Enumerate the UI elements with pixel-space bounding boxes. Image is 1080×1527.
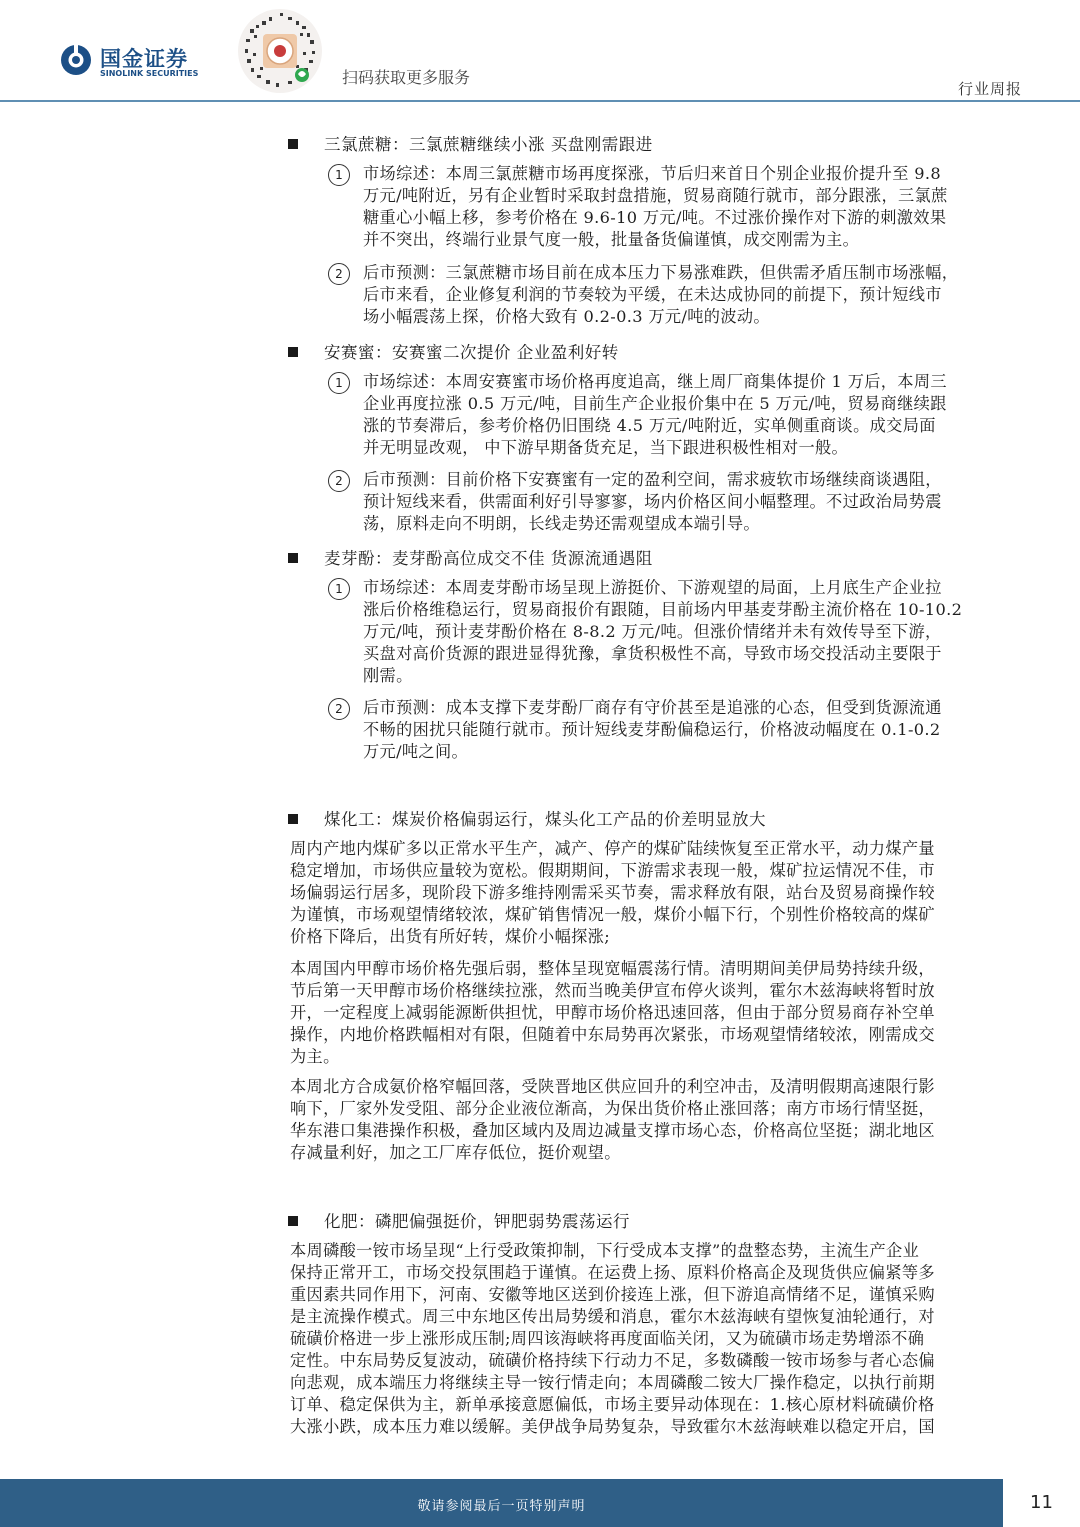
text-line: 市场综述：本周三氯蔗糖市场再度探涨，节后归来首日个别企业报价提升至 9.8 (363, 164, 942, 183)
section-heading-sucralose (288, 131, 653, 155)
paragraph (290, 958, 1030, 1068)
text-line: 是主流操作模式。周三中东地区传出局势缓和消息，霍尔木兹海峡有望恢复油轮通行，对 (290, 1307, 935, 1326)
text-line: 订单、稳定保供为主，新单承接意愿偏低，市场主要异动体现在：1.核心原材料硫磺价格 (290, 1395, 935, 1414)
item-number-circle: 2 (328, 263, 350, 285)
square-bullet-icon (288, 139, 298, 149)
text-line: 重因素共同作用下，河南、安徽等地区送到价接连上涨，但下游追高情绪不足，谨慎采购 (290, 1285, 935, 1304)
text-line: 为主。 (290, 1047, 340, 1066)
brand-name-en: SINOLINK SECURITIES (100, 69, 199, 78)
header-divider (0, 100, 1080, 102)
text-line: 企业再度拉涨 0.5 万元/吨，目前生产企业报价集中在 5 万元/吨，贸易商继续跟 (363, 394, 947, 413)
section-title-text: 化肥：磷肥偏强挺价，钾肥弱势震荡运行 (324, 1212, 630, 1231)
text-line: 万元/吨，预计麦芽酚价格在 8-8.2 万元/吨。但涨价情绪并未有效传导至下游， (363, 622, 942, 641)
text-line: 大涨小跌，成本压力难以缓解。美伊战争局势复杂，导致霍尔木兹海峡难以稳定开启，国 (290, 1417, 935, 1436)
page-header (0, 0, 1080, 101)
text-line: 场偏弱运行居多，现阶段下游多维持刚需采买节奏，需求释放有限，站台及贸易商操作较 (290, 883, 935, 902)
section-heading-acesulfame (288, 339, 619, 363)
footer-bar (0, 1479, 1003, 1527)
text-line: 开，一定程度上减弱能源断供担忧，甲醇市场价格迅速回落，但由于部分贸易商存补空单 (290, 1003, 935, 1022)
text-line: 价格下降后，出货有所好转，煤价小幅探涨; (290, 927, 611, 946)
text-line: 保持正常开工，市场交投氛围趋于谨慎。在运费上扬、原料价格高企及现货供应偏紧等多 (290, 1263, 935, 1282)
text-line: 万元/吨附近，另有企业暂时采取封盘措施，贸易商随行就市，部分跟涨，三氯蔗 (363, 186, 948, 205)
text-line: 后市来看，企业修复利润的节奏较为平缓，在未达成协同的前提下，预计短线市 (363, 285, 942, 304)
brand-logo[interactable] (60, 44, 210, 78)
text-line: 华东港口集港操作积极，叠加区域内及周边减量支撑市场心态，价格高位坚挺；湖北地区 (290, 1121, 935, 1140)
paragraph (290, 1076, 1030, 1164)
text-line: 涨的节奏滞后，参考价格仍旧围绕 4.5 万元/吨附近，实单侧重商谈。成交局面 (363, 416, 936, 435)
text-line: 刚需。 (363, 666, 413, 685)
text-line: 周内产地内煤矿多以正常水平生产，减产、停产的煤矿陆续恢复至正常水平，动力煤产量 (290, 839, 935, 858)
section-title-text: 煤化工：煤炭价格偏弱运行，煤头化工产品的价差明显放大 (324, 810, 766, 829)
qr-code-icon[interactable] (236, 7, 324, 95)
text-line: 并无明显改观， 中下游早期备货充足，当下跟进积极性相对一般。 (363, 438, 849, 457)
item-number-circle: 1 (328, 578, 350, 600)
text-line: 市场综述：本周安赛蜜市场价格再度追高，继上周厂商集体提价 1 万后，本周三 (363, 372, 947, 391)
text-line: 后市预测：三氯蔗糖市场目前在成本压力下易涨难跌，但供需矛盾压制市场涨幅， (363, 263, 959, 282)
square-bullet-icon (288, 553, 298, 563)
item-number-circle: 2 (328, 698, 350, 720)
text-line: 不畅的困扰只能随行就市。预计短线麦芽酚偏稳运行，价格波动幅度在 0.1-0.2 (363, 720, 941, 739)
text-line: 稳定增加，市场供应量较为宽松。假期期间，下游需求表现一般，煤矿拉运情况不佳，市 (290, 861, 935, 880)
item-number-circle: 2 (328, 470, 350, 492)
paragraph (290, 1240, 1030, 1438)
text-line: 并不突出，终端行业景气度一般，批量备货偏谨慎，成交刚需为主。 (363, 230, 860, 249)
text-line: 定性。中东局势反复波动，硫磺价格持续下行动力不足，多数磷酸一铵市场参与者心态偏 (290, 1351, 935, 1370)
text-line: 硫磺价格进一步上涨形成压制;周四该海峡将再度面临关闭，又为硫磺市场走势增添不确 (290, 1329, 925, 1348)
sinolink-logo-icon (60, 44, 92, 76)
text-line: 操作，内地价格跌幅相对有限，但随着中东局势再次紧张，市场观望情绪较浓，刚需成交 (290, 1025, 935, 1044)
text-line: 糖重心小幅上移，参考价格在 9.6-10 万元/吨。不过涨价操作对下游的刺激效果 (363, 208, 947, 227)
document-type-label: 行业周报 (957, 80, 1022, 98)
item-number-circle: 1 (328, 372, 350, 394)
text-line: 后市预测：成本支撑下麦芽酚厂商存有守价甚至是追涨的心态，但受到货源流通 (363, 698, 942, 717)
brand-name-cn: 国金证券 (100, 47, 188, 71)
text-line: 本周磷酸一铵市场呈现“上行受政策抑制，下行受成本支撑”的盘整态势，主流生产企业 (290, 1241, 920, 1260)
text-line: 预计短线来看，供需面利好引导寥寥，场内价格区间小幅整理。不过政治局势震 (363, 492, 942, 511)
section-title-text: 麦芽酚：麦芽酚高位成交不佳 货源流通遇阻 (324, 549, 653, 568)
text-line: 场小幅震荡上探，价格大致有 0.2-0.3 万元/吨的波动。 (363, 307, 770, 326)
text-line: 涨后价格维稳运行，贸易商报价有跟随，目前场内甲基麦芽酚主流价格在 10-10.2 (363, 600, 963, 619)
paragraph (290, 838, 1030, 948)
text-line: 后市预测：目前价格下安赛蜜有一定的盈利空间，需求疲软市场继续商谈遇阻， (363, 470, 942, 489)
item-number-circle: 1 (328, 164, 350, 186)
section-heading-fertilizer (288, 1208, 630, 1232)
text-line: 向悲观，成本端压力将继续主导一铵行情走向；本周磷酸二铵大厂操作稳定，以执行前期 (290, 1373, 935, 1392)
section-heading-coal-chemical (288, 806, 766, 830)
footer-disclaimer: 敬请参阅最后一页特别声明 (417, 1499, 586, 1514)
text-line: 万元/吨之间。 (363, 742, 469, 761)
section-title-text: 安赛蜜：安赛蜜二次提价 企业盈利好转 (324, 343, 619, 362)
qr-caption: 扫码获取更多服务 (342, 68, 471, 87)
section-heading-maltol (288, 545, 653, 569)
text-line: 节后第一天甲醇市场价格继续拉涨，然而当晚美伊宣布停火谈判，霍尔木兹海峡将暂时放 (290, 981, 935, 1000)
section-title-text: 三氯蔗糖：三氯蔗糖继续小涨 买盘刚需跟进 (324, 135, 653, 154)
text-line: 市场综述：本周麦芽酚市场呈现上游挺价、下游观望的局面，上月底生产企业拉 (363, 578, 942, 597)
page-number: 11 (1030, 1492, 1053, 1513)
text-line: 本周北方合成氨价格窄幅回落，受陕晋地区供应回升的利空冲击，及清明假期高速限行影 (290, 1077, 935, 1096)
text-line: 荡，原料走向不明朗，长线走势还需观望成本端引导。 (363, 514, 760, 533)
text-line: 本周国内甲醇市场价格先强后弱，整体呈现宽幅震荡行情。清明期间美伊局势持续升级， (290, 959, 935, 978)
square-bullet-icon (288, 1216, 298, 1226)
text-line: 响下，厂家外发受阻、部分企业液位渐高，为保出货价格止涨回落；南方市场行情坚挺， (290, 1099, 935, 1118)
square-bullet-icon (288, 814, 298, 824)
text-line: 存减量利好，加之工厂库存低位，挺价观望。 (290, 1143, 621, 1162)
text-line: 买盘对高价货源的跟进显得犹豫，拿货积极性不高，导致市场交投活动主要限于 (363, 644, 942, 663)
square-bullet-icon (288, 347, 298, 357)
text-line: 为谨慎，市场观望情绪较浓，煤矿销售情况一般，煤价小幅下行，个别性价格较高的煤矿 (290, 905, 935, 924)
